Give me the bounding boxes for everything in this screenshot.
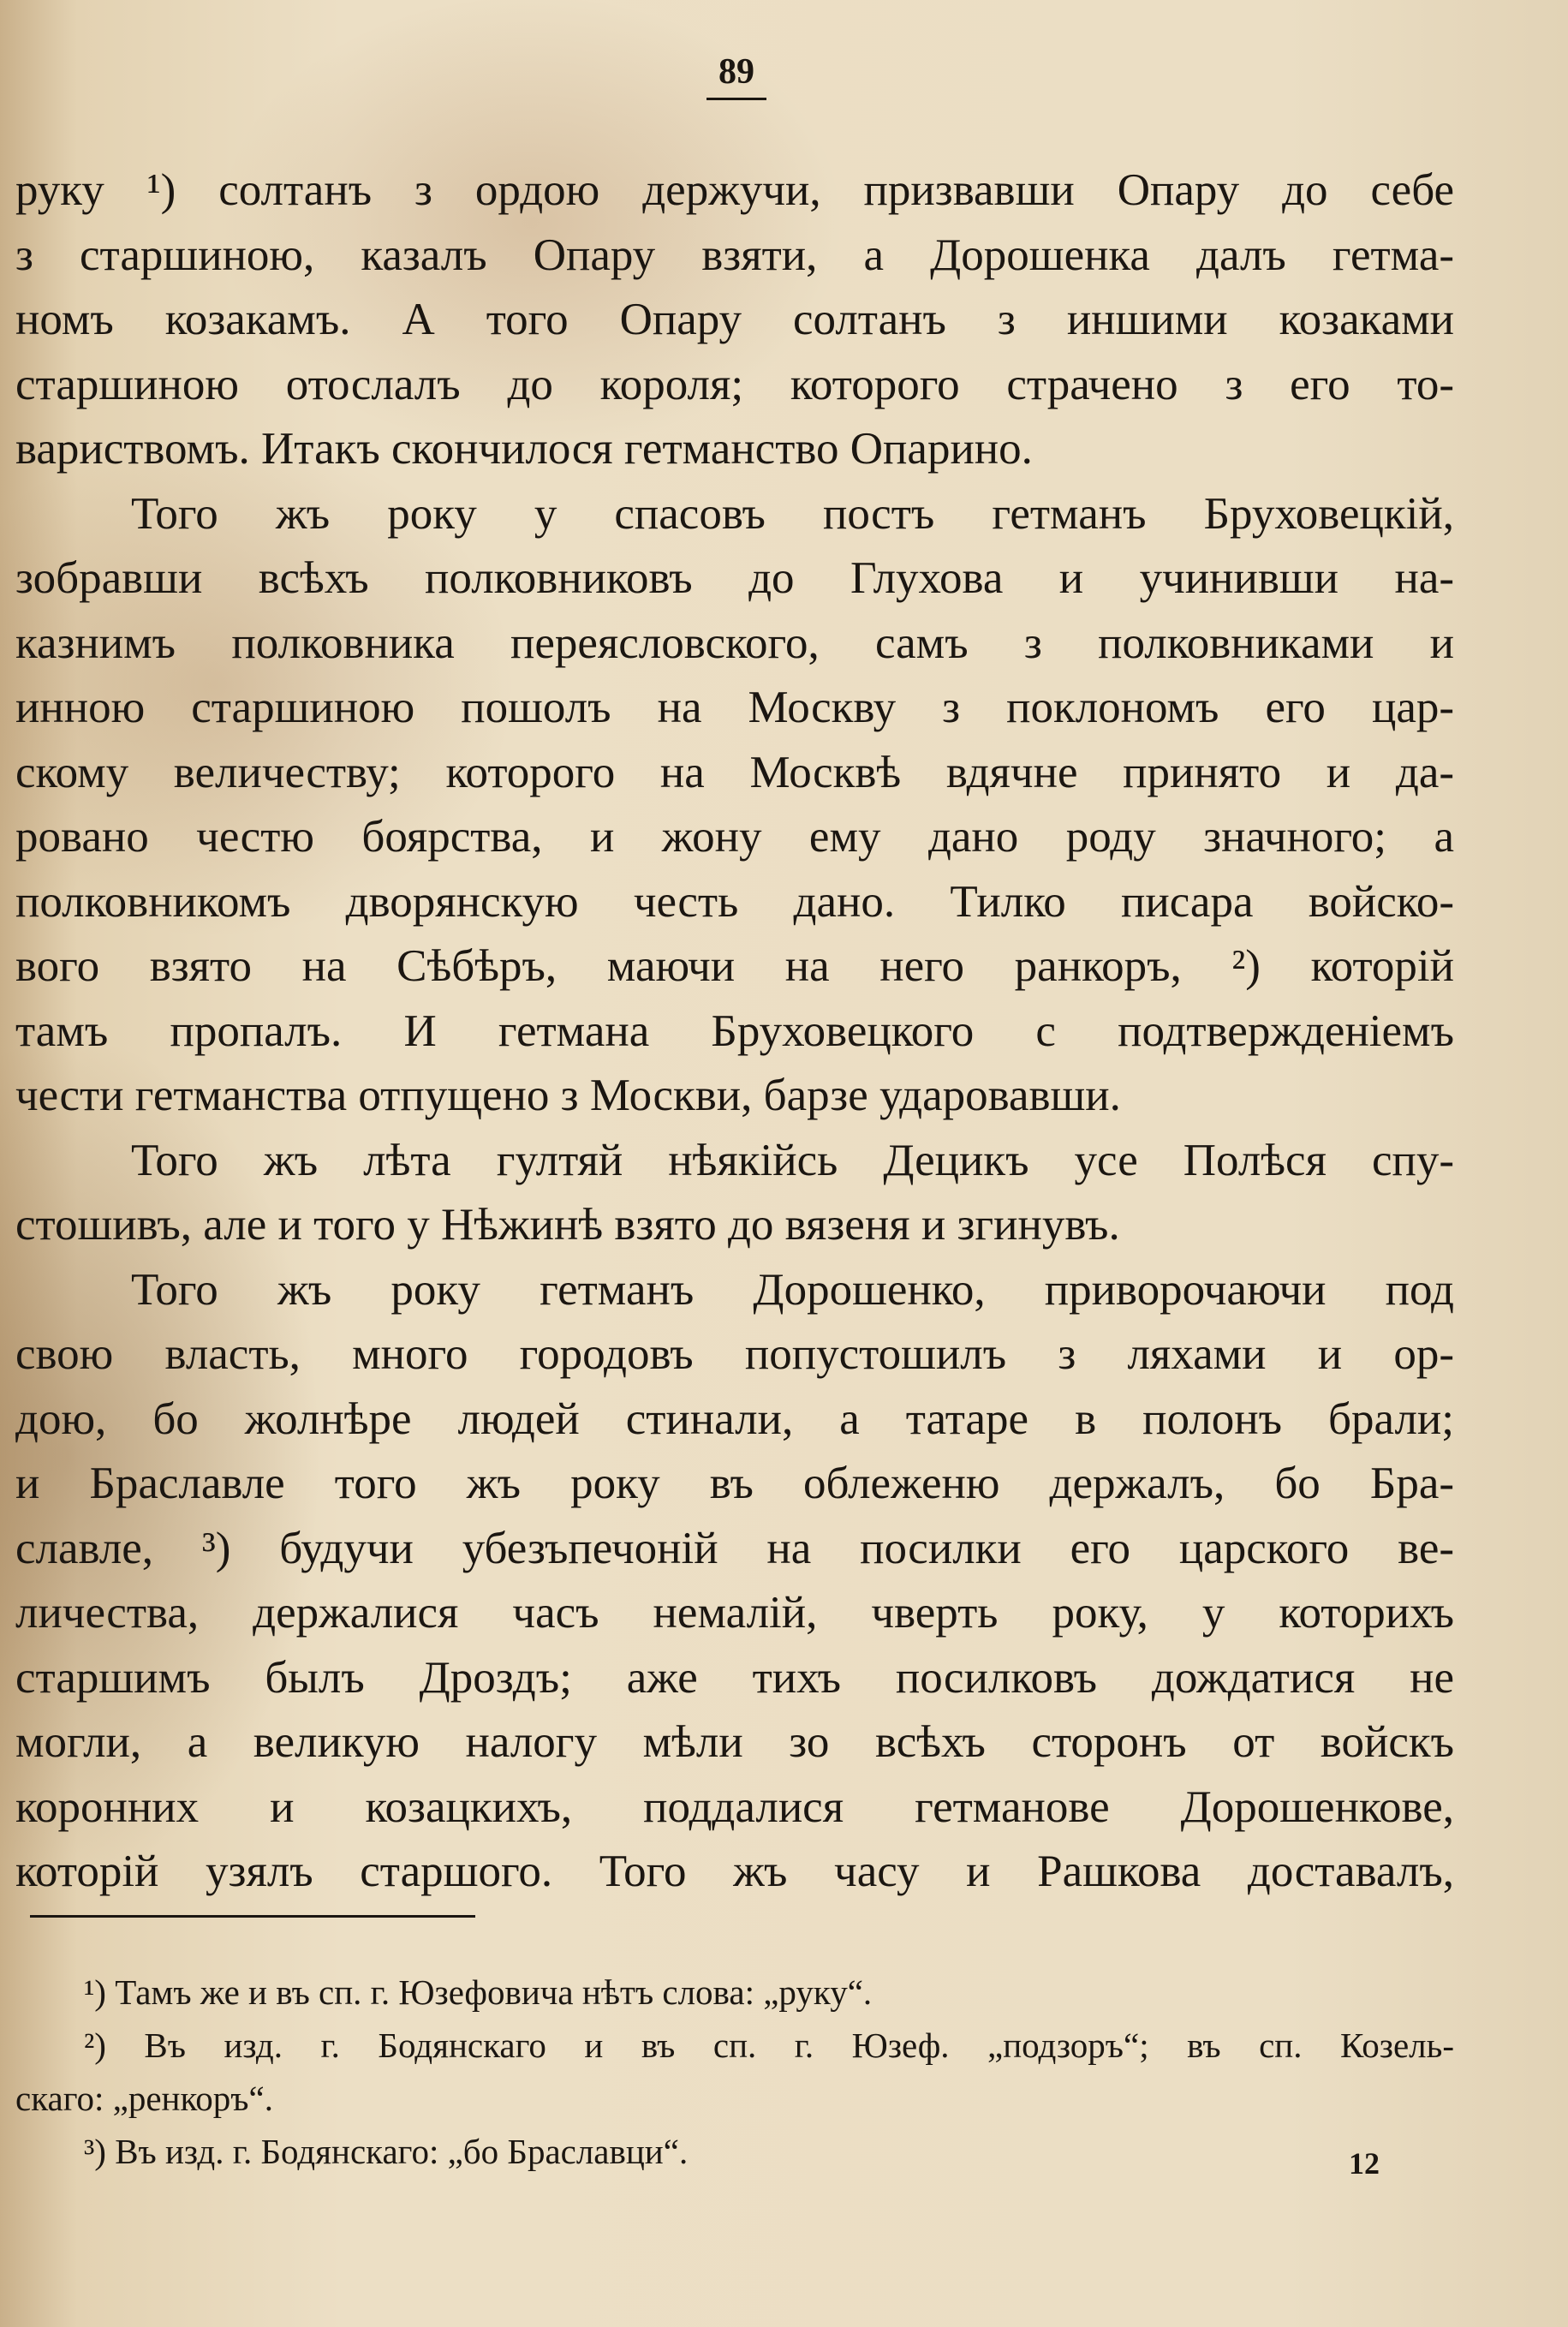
text-line: скому величеству; которого на Москвѣ вдячне принято и да- (15, 747, 1454, 797)
paragraph-3 (15, 1129, 1454, 1258)
text-line: старшимъ былъ Дроздъ; аже тихъ посилковъ дождатися не (15, 1652, 1454, 1703)
text-line: Того жъ року гетманъ Дорошенко, приворочаючи под (131, 1264, 1454, 1315)
text-line: инною старшиною пошолъ на Москву з поклономъ его цар- (15, 683, 1454, 732)
text-line: тамъ пропалъ. И гетмана Бруховецкого с подтвержденіемъ (15, 1005, 1454, 1056)
footnote-3: ³) Въ изд. г. Бодянскаго: „бо Браславци“. (84, 2132, 689, 2171)
text-line: ровано честю боярства, и жону ему дано роду значного; а (15, 812, 1454, 862)
text-line: вого взято на Сѣбѣръ, маючи на него ранкоръ, ²) которій (15, 941, 1454, 991)
text-line: номъ козакамъ. А того Опару солтанъ з иншими козаками (15, 295, 1454, 344)
text-line: чести гетманства отпущено з Москви, барзе ударовавши. (15, 1071, 1121, 1120)
footnote-1: ¹) Тамъ же и въ сп. г. Юзефовича нѣтъ слова: „руку“. (84, 1972, 873, 2012)
text-line: казнимъ полковника переясловского, самъ з полковниками и (15, 618, 1454, 668)
paragraph-4 (15, 1258, 1454, 1905)
text-line: полковникомъ дворянскую честь дано. Тилко писара войско- (15, 876, 1454, 927)
text-line: свою власть, много городовъ попустошилъ з ляхами и ор- (15, 1329, 1454, 1379)
footnote-2: ²) Въ изд. г. Бодянскаго и въ сп. г. Юзеф. „подзоръ“; въ сп. Козель- (84, 2026, 1454, 2065)
text-line: личества, держалися часъ немалій, чверть року, у которихъ (15, 1588, 1454, 1638)
footnote-divider (30, 1915, 475, 1918)
text-line: старшиною отослалъ до короля; которого страчено з его то- (15, 359, 1454, 409)
text-line: коронних и козацкихъ, поддалися гетманове Дорошенкове, (15, 1781, 1454, 1832)
text-line: руку ¹) солтанъ з ордою держучи, призвавши Опару до себе (15, 165, 1454, 215)
text-line: славле, ³) будучи убезъпечоній на посилки его царского ве- (15, 1523, 1454, 1573)
footnote-2-continued: скаго: „ренкоръ“. (15, 2079, 273, 2118)
text-line: Того жъ лѣта гултяй нѣякійсь Децикъ усе Полѣся спу- (131, 1135, 1454, 1185)
text-line: стошивъ, але и того у Нѣжинѣ взято до вязеня и згинувъ. (15, 1200, 1120, 1250)
signature-mark: 12 (1349, 2146, 1380, 2181)
text-line: вариствомъ. Итакъ скончилося гетманство Опарино. (15, 424, 1033, 474)
text-line: з старшиною, казалъ Опару взяти, а Дорошенка далъ гетма- (15, 230, 1454, 280)
paragraph-1 (15, 158, 1454, 482)
text-line: зобравши всѣхъ полковниковъ до Глухова и учинивши на- (15, 553, 1454, 603)
text-line: и Браславле того жъ року въ облеженю держалъ, бо Бра- (15, 1459, 1454, 1508)
footnotes (15, 1966, 1454, 2178)
paragraph-2 (15, 482, 1454, 1129)
text-line: дою, бо жолнѣре людей стинали, а татаре в полонъ брали; (15, 1393, 1454, 1444)
text-line: могли, а великую налогу мѣли зо всѣхъ сторонъ от войскъ (15, 1717, 1454, 1767)
text-line: которій узялъ старшого. Того жъ часу и Рашкова доставалъ, (15, 1847, 1454, 1896)
main-text (15, 158, 1454, 1905)
page-number: 89 (0, 51, 1473, 100)
text-line: Того жъ року у спасовъ постъ гетманъ Бруховецкій, (131, 488, 1454, 539)
